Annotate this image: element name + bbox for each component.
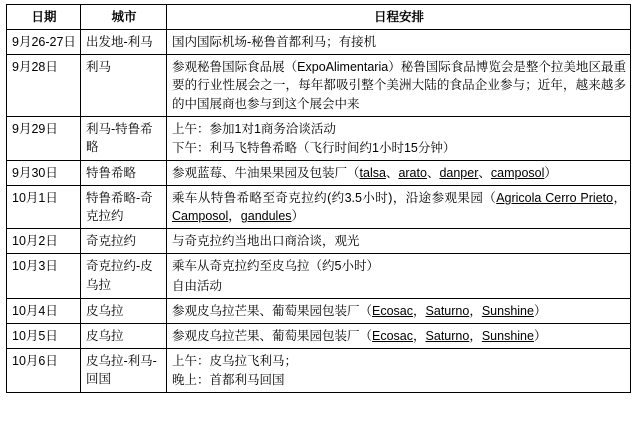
highlighted-term: Saturno bbox=[425, 328, 470, 343]
cell-city: 出发地-利马 bbox=[81, 30, 167, 55]
table-row bbox=[7, 186, 631, 229]
plan-line: 国内国际机场-秘鲁首都利马；有接机 bbox=[172, 35, 377, 50]
cell-date: 9月28日 bbox=[7, 55, 81, 116]
cell-date: 9月26-27日 bbox=[7, 30, 81, 55]
cell-date: 10月2日 bbox=[7, 229, 81, 254]
table-row bbox=[7, 229, 631, 254]
table-row bbox=[7, 116, 631, 160]
highlighted-term: gandules bbox=[240, 209, 292, 224]
highlighted-term: Camposol bbox=[172, 209, 229, 224]
highlighted-term: Ecosac bbox=[372, 303, 414, 318]
table-row bbox=[7, 298, 631, 323]
highlighted-term: Ecosac bbox=[372, 328, 414, 343]
highlighted-term: Sunshine bbox=[481, 328, 534, 343]
cell-city: 特鲁希略 bbox=[81, 160, 167, 185]
highlighted-term: Sunshine bbox=[481, 303, 534, 318]
cell-plan bbox=[167, 229, 631, 254]
cell-date: 10月6日 bbox=[7, 348, 81, 392]
cell-date: 10月4日 bbox=[7, 298, 81, 323]
cell-date: 10月3日 bbox=[7, 254, 81, 298]
column-header-plan: 日程安排 bbox=[167, 5, 631, 30]
cell-plan bbox=[167, 323, 631, 348]
cell-date: 10月1日 bbox=[7, 186, 81, 229]
column-header-city: 城市 bbox=[81, 5, 167, 30]
cell-plan bbox=[167, 186, 631, 229]
table-row bbox=[7, 30, 631, 55]
table-row bbox=[7, 160, 631, 185]
highlighted-term: camposol bbox=[490, 165, 545, 180]
cell-date: 9月29日 bbox=[7, 116, 81, 160]
plan-line: 晚上：首都利马回国 bbox=[172, 373, 285, 387]
plan-line: 参观蓝莓、牛油果果园及包装厂（talsa、arato、danper、camposol） bbox=[172, 165, 557, 180]
cell-date: 9月30日 bbox=[7, 160, 81, 185]
cell-city: 奇克拉约-皮乌拉 bbox=[81, 254, 167, 298]
plan-line: 参观皮乌拉芒果、葡萄果园包装厂（Ecosac，Saturno，Sunshine） bbox=[172, 303, 547, 318]
highlighted-term: Saturno bbox=[425, 303, 470, 318]
plan-line: 上午：皮乌拉飞利马； bbox=[172, 353, 298, 368]
table-body bbox=[7, 30, 631, 393]
cell-city: 皮乌拉 bbox=[81, 323, 167, 348]
plan-line: 与奇克拉约当地出口商洽谈，观光 bbox=[172, 234, 360, 249]
cell-city: 皮乌拉-利马-回国 bbox=[81, 348, 167, 392]
plan-line: 下午：利马飞特鲁希略（飞行时间约1小时15分钟） bbox=[172, 140, 456, 155]
plan-line: 参观秘鲁国际食品展（ExpoAlimentaria）秘鲁国际食品博览会是整个拉美地区最重要的行业性展会之一，每年都吸引整个美洲大陆的食品企业参与；近年，越来越多的中国展商也参与到这个展会中来 bbox=[172, 60, 626, 111]
cell-plan bbox=[167, 116, 631, 160]
highlighted-term: talsa bbox=[359, 165, 386, 180]
cell-city: 特鲁希略-奇克拉约 bbox=[81, 186, 167, 229]
table-row bbox=[7, 254, 631, 298]
table-header bbox=[7, 5, 631, 30]
plan-line: 乘车从奇克拉约至皮乌拉（约5小时） bbox=[172, 259, 379, 274]
table-row bbox=[7, 348, 631, 392]
cell-plan bbox=[167, 30, 631, 55]
cell-city: 皮乌拉 bbox=[81, 298, 167, 323]
highlighted-term: arato bbox=[398, 165, 427, 180]
cell-city: 奇克拉约 bbox=[81, 229, 167, 254]
cell-date: 10月5日 bbox=[7, 323, 81, 348]
cell-plan bbox=[167, 55, 631, 116]
highlighted-term: Agricola Cerro Prieto bbox=[496, 191, 614, 205]
plan-line: 自由活动 bbox=[172, 278, 223, 293]
table-header-row bbox=[7, 5, 631, 30]
table-row bbox=[7, 55, 631, 116]
cell-city: 利马-特鲁希略 bbox=[81, 116, 167, 160]
column-header-date: 日期 bbox=[7, 5, 81, 30]
itinerary-table bbox=[6, 4, 631, 393]
plan-line: 参观皮乌拉芒果、葡萄果园包装厂（Ecosac，Saturno，Sunshine） bbox=[172, 328, 547, 343]
plan-line: 上午：参加1对1商务洽谈活动 bbox=[172, 121, 336, 136]
cell-plan bbox=[167, 160, 631, 185]
cell-city: 利马 bbox=[81, 55, 167, 116]
cell-plan bbox=[167, 254, 631, 298]
plan-line: 乘车从特鲁希略至奇克拉约(约3.5小时)，沿途参观果园（Agricola Cerro Prieto，Camposol，gandules） bbox=[172, 191, 627, 224]
cell-plan bbox=[167, 298, 631, 323]
table-row bbox=[7, 323, 631, 348]
cell-plan bbox=[167, 348, 631, 392]
highlighted-term: danper bbox=[439, 165, 479, 180]
